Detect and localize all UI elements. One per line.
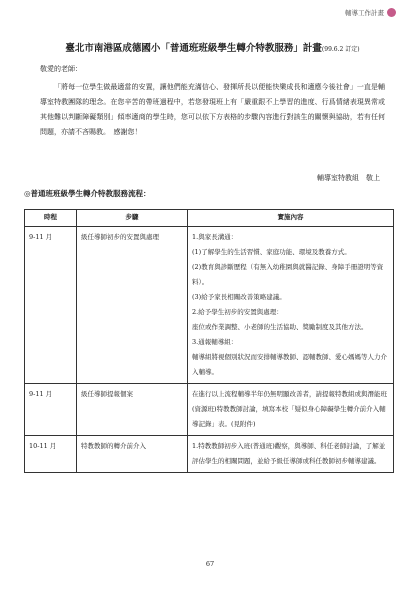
letter-greeting: 敬愛的老師：: [40, 65, 82, 73]
header-step: 步驟: [77, 210, 188, 227]
row-step: 特教教師的轉介前介入: [77, 436, 188, 473]
header-content: 實施內容: [188, 210, 394, 227]
table-row: [25, 436, 394, 473]
content-line: (1)了解學生的生活習慣、家庭功能、環境及教養方式。: [192, 248, 351, 256]
header-tag-label: 輔導工作計畫: [345, 9, 384, 17]
section-title: ◎普通班班級學生轉介特教服務流程：: [24, 189, 151, 198]
table-header-row: [25, 210, 394, 227]
procedure-table: [24, 209, 394, 473]
header-tag: [345, 8, 396, 17]
row-step: 級任導師初步的安置與處理: [77, 227, 188, 384]
title-date: (99.6.2 訂定): [321, 46, 360, 53]
row-content: [188, 436, 394, 473]
letter-body: 「將每一位學生做最適當的安置，讓他們能充滿信心、發揮所長以便能快樂成長和適應今後社會」一直是輔導室特教團隊的理念。在您辛苦的帶班過程中，若您發現班上有「嚴重跟不上學習的進度、行爲情緒表現異常或其他難以判斷障礙類別」傾率適商的學生時，您可以依下方表格的步驟內容進行對該生的關懷與協助，若有任何問題，亦請不吝賜教。 感謝您！: [40, 83, 385, 136]
title-main: 臺北市南港區成德國小「普通班班級學生轉介特教服務」計畫: [65, 43, 322, 54]
row-period: 10-11 月: [25, 436, 77, 473]
flower-icon: [387, 8, 396, 17]
table-row: [25, 384, 394, 436]
row-step: 級任導師提報個案: [77, 384, 188, 436]
content-line: 輔導組將視個別狀況而安排輔導教師、認輔教師、愛心媽媽等人力介入輔導。: [192, 353, 387, 376]
content-line: 在進行以上流程輔導半年仍無明顯改善者，請提報特教組或與潛能班(資源班)特教教師討論，填寫本校「疑似身心障礙學生轉介前介入輔導記錄」表。(見附件): [192, 390, 387, 428]
content-line: (3)給予家長相關改善策略建議。: [192, 293, 286, 301]
content-line: 座位或作業調整、小老師的生活協助、獎勵制度及其他方法。: [192, 323, 368, 331]
row-content: [188, 227, 394, 384]
row-period: 9-11 月: [25, 384, 77, 436]
table-row: [25, 227, 394, 384]
letter-signature: 輔導室特教組 敬上: [317, 174, 380, 182]
content-line: 2.給予學生初步的安置與處理：: [192, 308, 283, 316]
content-line: (2)教育與診斷歷程（有無入幼稚園與就醫記錄、身障手冊證明等資料）。: [192, 263, 384, 286]
header-period: 時程: [25, 210, 77, 227]
page-number: 67: [205, 560, 215, 568]
row-period: 9-11 月: [25, 227, 77, 384]
content-line: 1.與家長溝通：: [192, 233, 238, 241]
content-line: 3.通報輔導組：: [192, 338, 238, 346]
row-content: [188, 384, 394, 436]
content-line: 1.特教教師初步入班(普通班)觀察，與導師、科任老師討論，了解並評估學生的相關問題，並給予級任導師或科任教師初步輔導建議。: [192, 442, 386, 465]
page-title: [40, 40, 385, 54]
